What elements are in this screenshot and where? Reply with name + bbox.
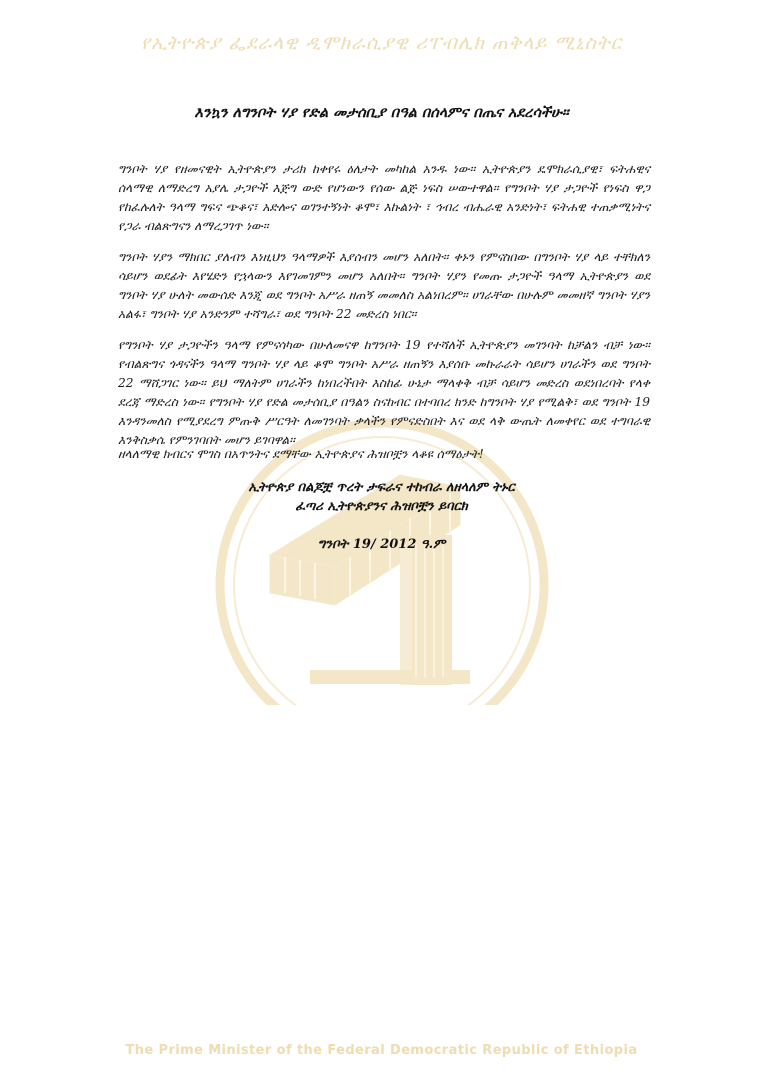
footer-english-title: The Prime Minister of the Federal Democratic Republic of Ethiopia [125,1043,638,1058]
body-paragraph-1: ግንቦት ሃያ የዘመናዊት ኢትዮጵያን ታሪክ ከቀየሩ ዕለታት መካከል አንዱ ነው፡፡ ኢትዮጵያን ዴሞክራሲያዊ፣ ፍትሐዊና ሰላማዊ ለማድረግ አያሌ ታጋዮች እጅግ ውድ የሆነውን የሰው ልጅ ነፍስ ሠውተዋል፡፡ የግንቦት ሃያ ታጋዮች የነፍስ ዋጋ የከፈሉለት ዓላማ ግፍና ጭቆና፣ አድሎና ወገንተኝነት ቆሞ፣ እኩልነት ፣ ኅብረ ብሔራዊ አንድነት፣ ፍትሐዊ ተጠቃሚነትና የጋራ ብልጽግናን ለማረጋገጥ ነው፡፡ [118,162,650,233]
document-title: እንኳን ለግንቦት ሃያ የድል መታሰቢያ በዓል በሰላምና በጤና አደረሳችሁ። [194,104,569,121]
document-date: ግንቦት 19/ 2012 ዓ.ም [317,537,446,552]
signature-line-2: ፈጣሪ ኢትዮጵያንና ሕዝቦቿን ይባርክ [295,499,468,514]
document-body [118,160,650,462]
body-paragraph-2: ግንቦት ሃያን ማክበር ያለብን እነዚህን ዓላማዎች እያሰብን መሆን አለበት፡፡ ቀኑን የምናስበው በግንቦት ሃያ ላይ ተቸክለን ሳይሆን ወደፊት እየሄድን የኋላውን እየገመገምን መሆን አለበት፡፡ ግንቦት ሃያን የመጡ ታጋዮች ዓላማ ኢትዮጵያን ወደ ግንቦት ሃያ ሁለት መውሰድ እንጂ ወደ ግንቦት አሥራ ዘጠኝ መመለስ አልነበረም፡፡ ሀገራቸው በሁሉም መመዘኛ ግንቦት ሃያን አልፋ፣ ግንቦት ሃያ አንድንም ተሻግራ፣ ወደ ግንቦት 22 መድረስ ነበር፡፡ [118,250,650,321]
letterhead-title: የኢትዮጵያ ፌደራላዊ ዲሞክራሲያዊ ሪፐብሊክ ጠቅላይ ሚኒስትር [140,32,623,54]
signature-line-1: ኢትዮጵያ በልጆቿ ጥረት ታፍራና ተከብራ ለዘላለም ትኑር [248,480,515,495]
body-paragraph-3: የግንቦት ሃያ ታጋዮችን ዓላማ የምናሳካው በሁለመናዋ ከግንቦት 19 የተሻለች ኢትዮጵያን መገንባት ከቻልን ብቻ ነው፡፡ የብልጽግና ጎዳናችን ዓላማ ግንቦት ሃያ ላይ ቆሞ ግንቦት አሥራ ዘጠኝን እያሰቡ መኩራራት ሳይሆን ሀገራችን ወደ ግንቦት 22 ማሸጋገር ነው፡፡ ይህ ማለትም ሀገራችን ከነበረችበት እስከፊ ሁኔታ ማላቀቅ ብቻ ሳይሆን መድረስ ወደነበረባት የላቀ ደረጃ ማድረስ ነው፡፡ የግንቦት ሃያ የድል መታሰቢያ በዓልን ስናከብር በተባበረ ክንድ ከግንቦት ሃያ የሚልቅ፣ ወደ ግንቦት 19 እንዳንመለስ የሚያደረግ ምጡቅ ሥርዓት ለመገንባት ቃላችን የምናድስበት እና ወደ ላቅ ውጤት ለመቀየር ወደ ተግባራዊ እንቅስቃሴ የምንገባበት መሆን ይገባዋል፡፡ [118,338,650,447]
closing-line: ዘላለማዊ ክብርና ሞገስ በአጥንትና ደማቸው ኢትዮጵያና ሕዝቦቿን ላቆዩ ሰማዕታት! [118,447,484,461]
signature-block [0,478,763,516]
